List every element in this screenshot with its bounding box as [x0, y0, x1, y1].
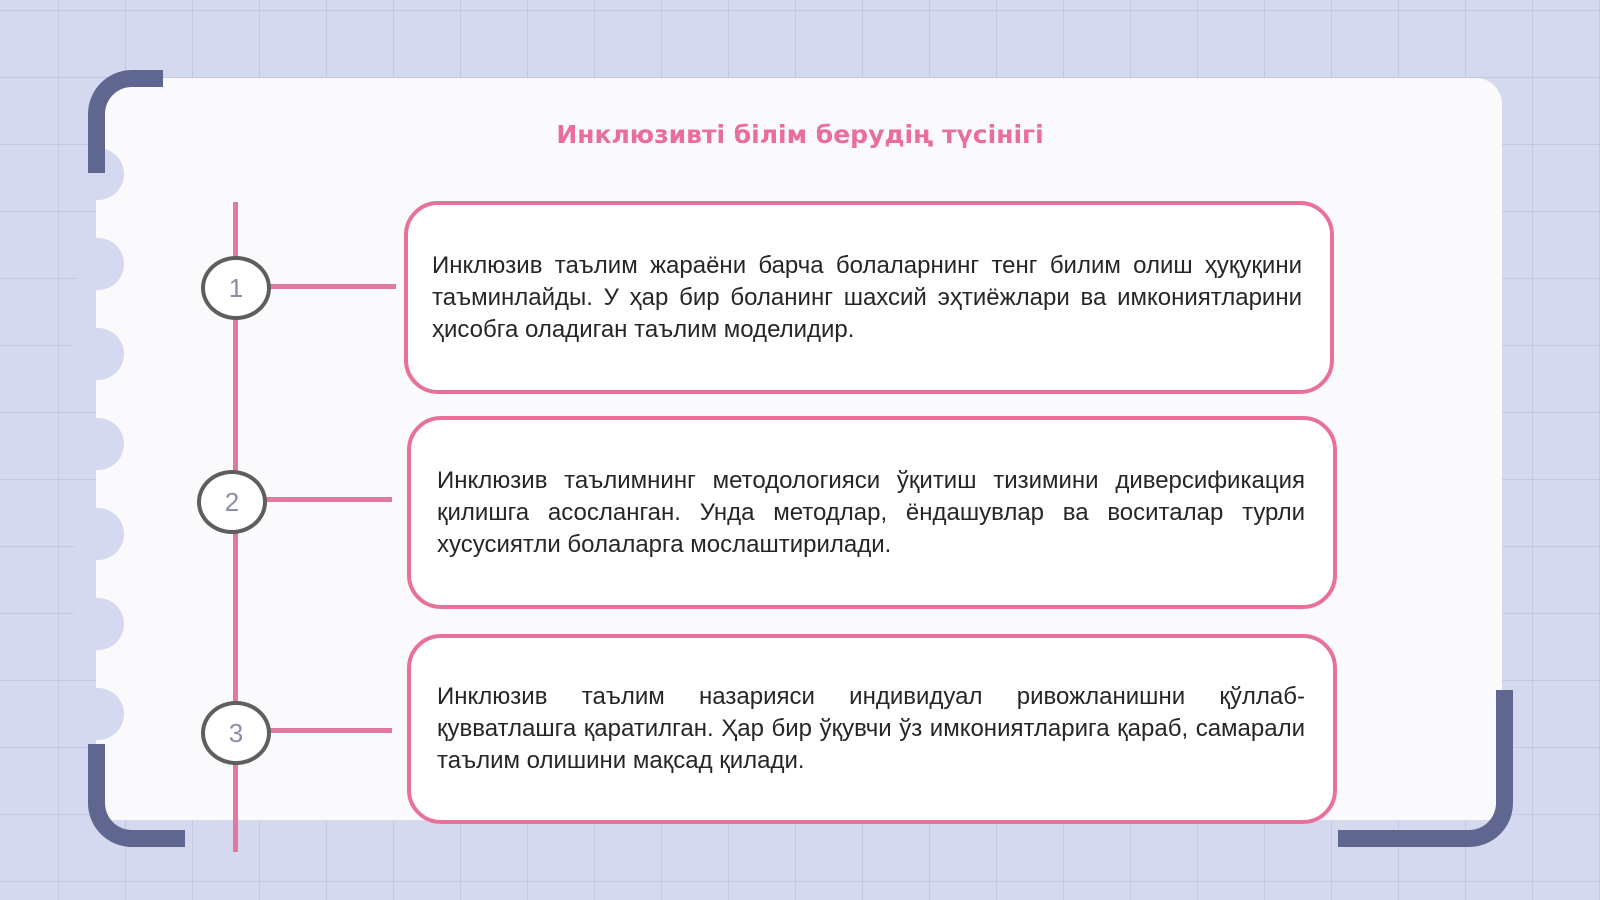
step-number-3: 3 [201, 701, 271, 765]
corner-bracket-bottom-left [88, 744, 185, 847]
step-connector-3 [264, 728, 392, 733]
step-card-2 [407, 416, 1337, 609]
sheet-edge-notch [72, 418, 124, 470]
step-connector-1 [264, 284, 396, 289]
step-number-2: 2 [197, 470, 267, 534]
step-card-text: Инклюзив таълимнинг методологияси ўқитиш тизимини диверсификация қилишга асосланган. Унда методлар, ёндашувлар ва воситалар турли хусусиятли болаларга мослаштирилади. [437, 466, 1305, 558]
sheet-edge-notch [72, 328, 124, 380]
step-card-1 [404, 201, 1334, 394]
slide-title: Инклюзивті білім берудің түсінігі [556, 120, 1044, 149]
step-number-1: 1 [201, 256, 271, 320]
corner-bracket-top-left [88, 70, 163, 173]
step-connector-2 [262, 497, 392, 502]
sheet-edge-notch [72, 688, 124, 740]
sheet-edge-notch [72, 508, 124, 560]
sheet-edge-notch [72, 238, 124, 290]
corner-bracket-bottom-right [1338, 690, 1513, 847]
sheet-edge-notch [72, 598, 124, 650]
step-card-3 [407, 634, 1337, 824]
step-card-text: Инклюзив таълим жараёни барча болаларнинг тенг билим олиш ҳуқуқини таъминлайды. У ҳар бир боланинг шахсий эҳтиёжлари ва имкониятларини ҳисобга оладиган таълим моделидир. [432, 251, 1302, 343]
step-card-text: Инклюзив таълим назарияси индивидуал ривожланишни қўллаб-қувватлашга қаратилган. Ҳар бир ўқувчи ўз имкониятларига қараб, самарали таълим олишини мақсад қилади. [437, 683, 1305, 774]
